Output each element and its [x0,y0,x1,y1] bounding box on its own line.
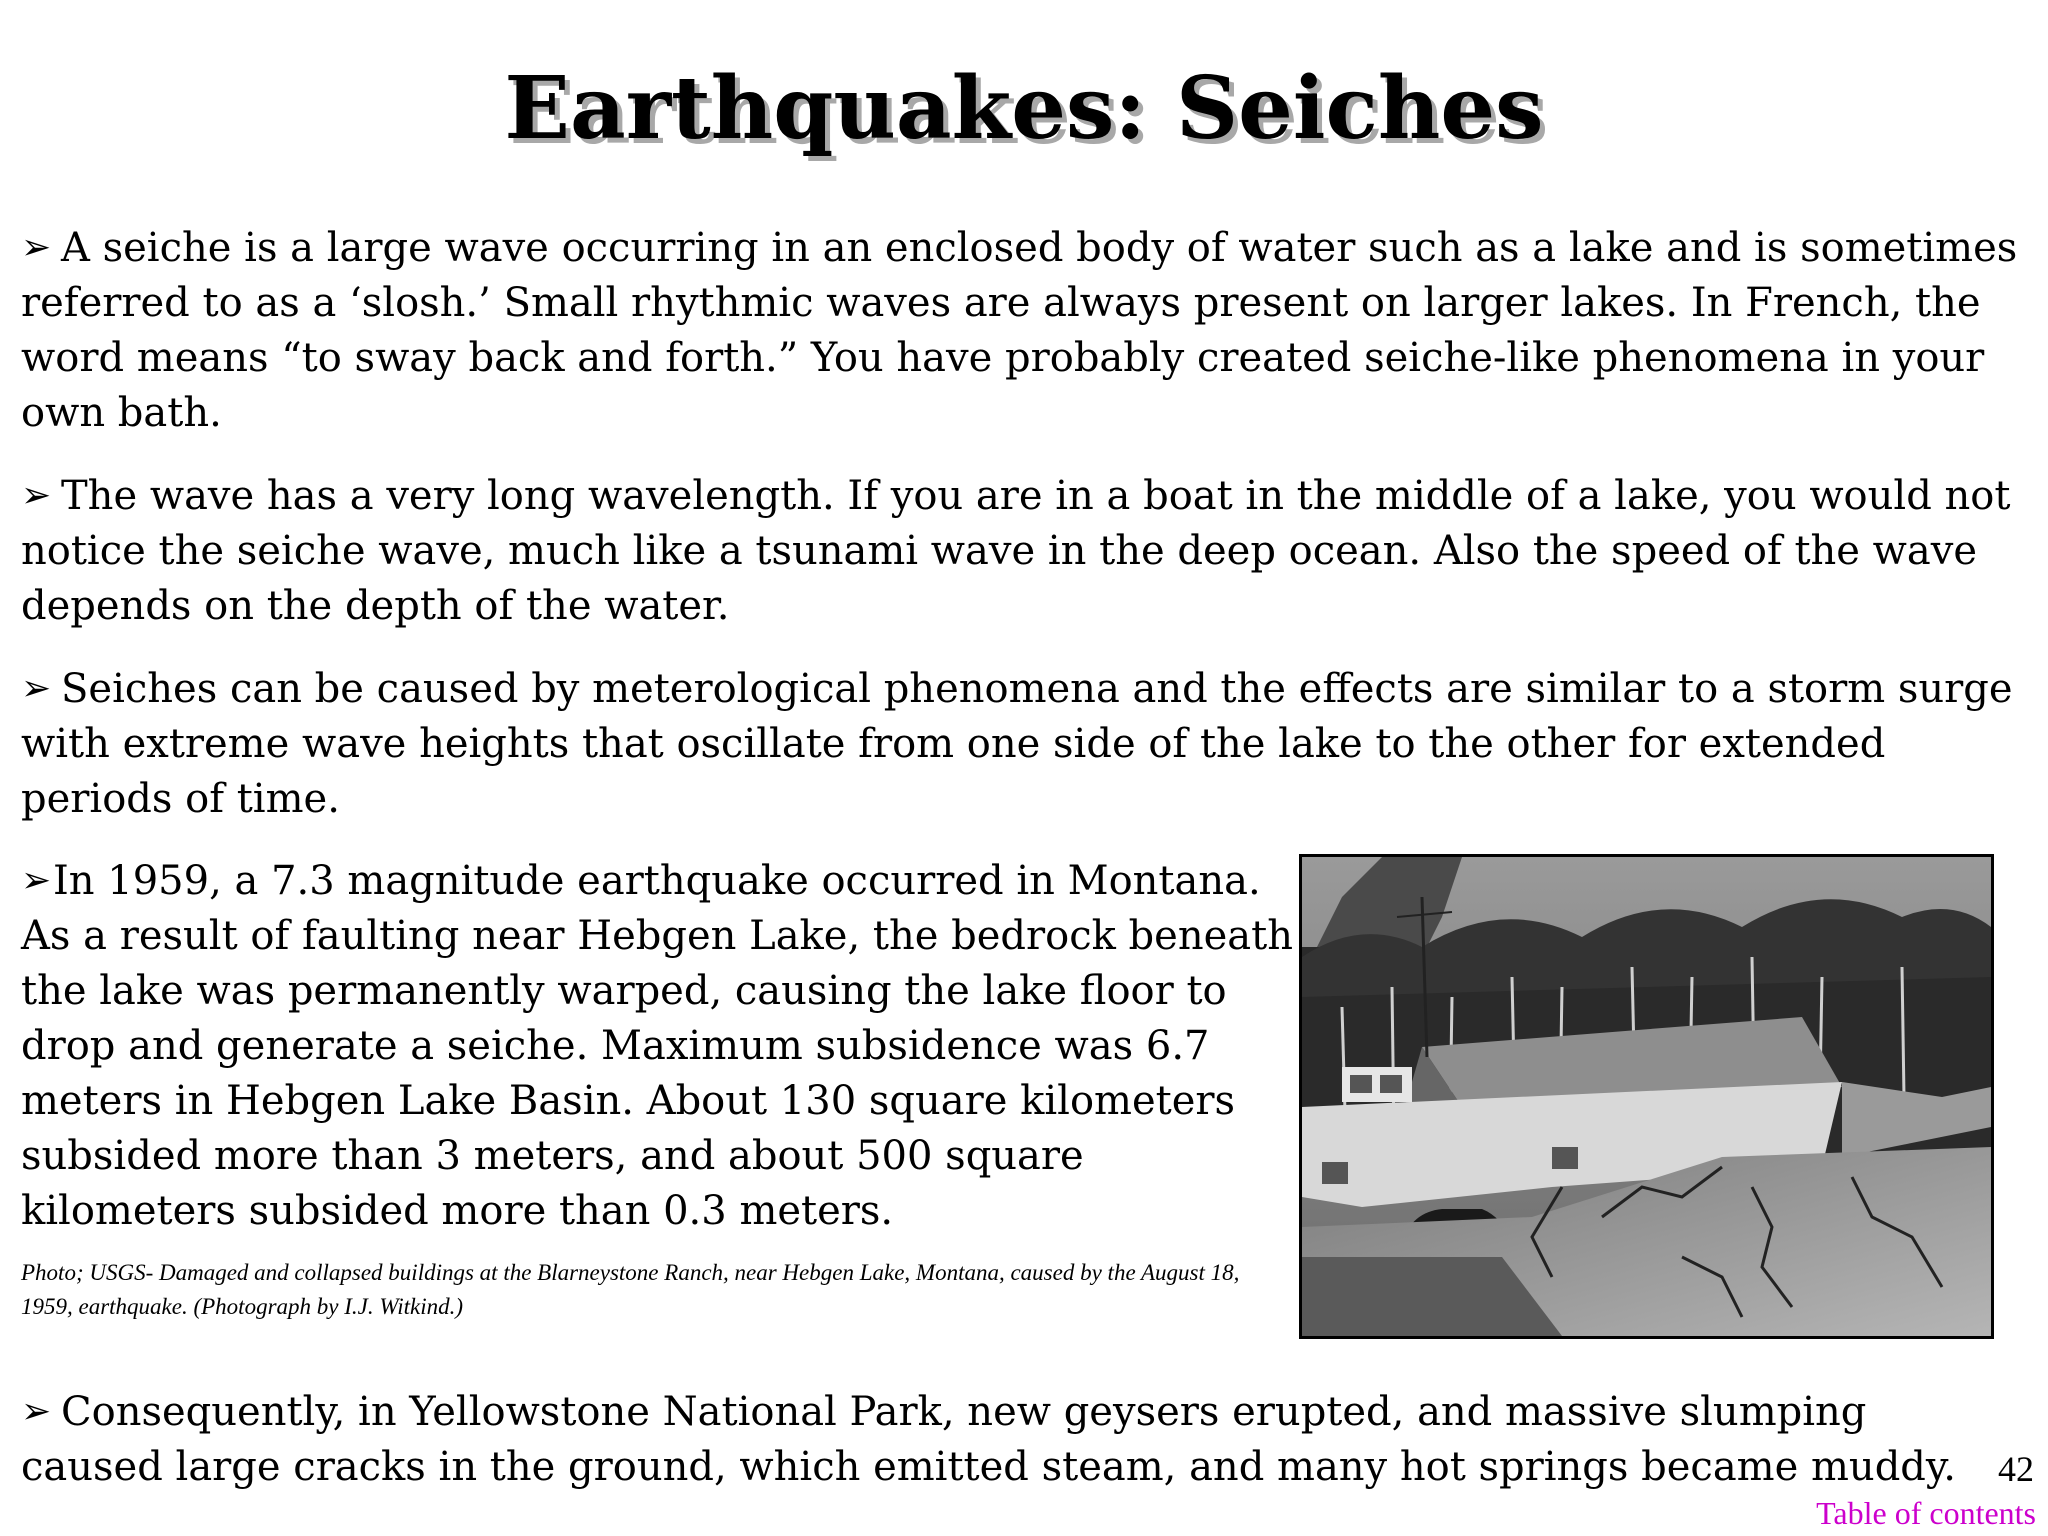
paragraph-text: Consequently, in Yellowstone National Park, new geysers erupted, and massive slumping caused large cracks in the ground, which emitted steam, and many hot springs became muddy. [21,1389,1956,1490]
arrow-bullet-icon: ➢ [21,860,52,901]
arrow-bullet-icon: ➢ [21,475,52,516]
paragraph-seiche-definition [21,220,2031,441]
paragraph-text: A seiche is a large wave occurring in an enclosed body of water such as a lake and is sometimes referred to as a ‘slosh.’ Small rhythmic waves are always present on larger lakes. In French, the word means “to sway back and forth.” You have probably created seiche-like phenomena in your own bath. [21,225,2018,436]
photo-caption: Photo; USGS- Damaged and collapsed buildings at the Blarneystone Ranch, near Hebgen Lake, Montana, caused by the August 18, 1959, earthquake. (Photograph by I.J. Witkind.) [21,1260,1240,1319]
arrow-bullet-icon: ➢ [21,1391,52,1432]
table-of-contents-link[interactable]: Table of contents [1816,1495,2036,1531]
page-number: 42 [1998,1449,2034,1489]
collapsed-building-photo [1299,854,1994,1339]
paragraph-wavelength [21,468,2031,634]
paragraph-montana-1959 [21,853,1301,1239]
paragraph-meteorological [21,661,2031,827]
paragraph-text: Seiches can be caused by meterological phenomena and the effects are similar to a storm surge with extreme wave heights that oscillate from one side of the lake to the other for extended periods of time. [21,666,2013,822]
paragraph-text: In 1959, a 7.3 magnitude earthquake occurred in Montana. As a result of faulting near Hebgen Lake, the bedrock beneath the lake was permanently warped, causing the lake floor to drop and generate a seiche. Maximum subsidence was 6.7 meters in Hebgen Lake Basin. About 130 square kilometers subsided more than 3 meters, and about 500 square kilometers subsided more than 0.3 meters. [21,858,1293,1234]
paragraph-text: The wave has a very long wavelength. If you are in a boat in the middle of a lake, you would not notice the seiche wave, much like a tsunami wave in the deep ocean. Also the speed of the wave depends on the depth of the water. [21,473,2011,629]
paragraph-yellowstone [21,1384,1981,1495]
arrow-bullet-icon: ➢ [21,668,52,709]
arrow-bullet-icon: ➢ [21,227,52,268]
slide-title: Earthquakes: Seiches [504,58,1544,159]
